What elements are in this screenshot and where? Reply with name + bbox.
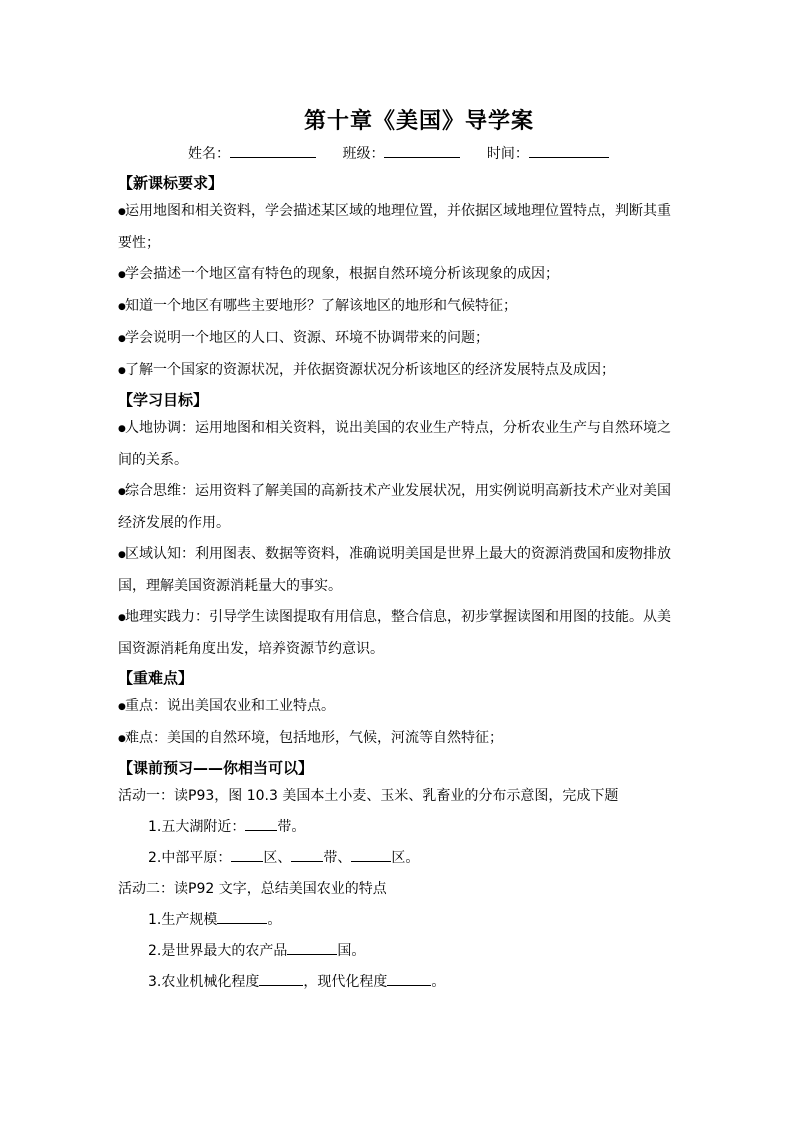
list-item: ●难点：美国的自然环境，包括地形，气候，河流等自然特征； <box>118 723 690 755</box>
list-item: ●学会描述一个地区富有特色的现象，根据自然环境分析该现象的成因； <box>118 259 690 291</box>
bullet-icon: ● <box>118 270 126 280</box>
list-item-continuation: 经济发展的作用。 <box>118 515 230 531</box>
time-blank[interactable] <box>529 143 609 158</box>
answer-blank[interactable] <box>287 941 337 955</box>
answer-blank[interactable] <box>231 848 263 862</box>
bullet-icon: ● <box>118 366 126 376</box>
answer-blank[interactable] <box>387 972 431 986</box>
activity-one-question-2: 2.中部平原： 区、 带、 区。 <box>148 850 420 866</box>
time-label: 时间： <box>486 146 529 162</box>
answer-blank[interactable] <box>351 848 391 862</box>
bullet-icon: ● <box>118 302 126 312</box>
list-item: ●了解一个国家的资源状况，并依据资源状况分析该地区的经济发展特点及成因； <box>118 355 690 387</box>
worksheet-content <box>118 170 690 998</box>
list-item-continuation: 国资源消耗角度出发，培养资源节约意识。 <box>118 641 384 657</box>
list-item: ●知道一个地区有哪些主要地形？了解该地区的地形和气候特征； <box>118 291 690 323</box>
bullet-icon: ● <box>118 613 126 623</box>
list-item: ●重点：说出美国农业和工业特点。 <box>118 691 690 723</box>
list-item: ●综合思维：运用资料了解美国的高新技术产业发展状况，用实例说明高新技术产业对美国 <box>118 476 690 508</box>
class-label: 班级： <box>342 146 385 162</box>
list-item-continuation: 国，理解美国资源消耗量大的事实。 <box>118 578 342 594</box>
bullet-icon: ● <box>118 702 126 712</box>
list-item: ●地理实践力：引导学生读图提取有用信息，整合信息，初步掌握读图和用图的技能。从美 <box>118 602 690 634</box>
section-heading-key-points: 【重难点】 <box>118 669 194 687</box>
list-item: ●区域认知：利用图表、数据等资料，准确说明美国是世界上最大的资源消费国和废物排放 <box>118 539 690 571</box>
list-item: ●学会说明一个地区的人口、资源、环境不协调带来的问题； <box>118 323 690 355</box>
bullet-icon: ● <box>118 207 126 217</box>
list-item-continuation: 要性； <box>118 235 160 251</box>
answer-blank[interactable] <box>245 817 277 831</box>
bullet-icon: ● <box>118 550 126 560</box>
activity-two-title: 活动二：读P92 文字，总结美国农业的特点 <box>118 881 387 897</box>
class-blank[interactable] <box>384 143 460 158</box>
section-heading-preview: 【课前预习——你相当可以】 <box>118 759 314 777</box>
activity-two-question-3: 3.农业机械化程度 ，现代化程度 。 <box>148 974 446 990</box>
bullet-icon: ● <box>118 424 126 434</box>
activity-one-title: 活动一：读P93，图 10.3 美国本土小麦、玉米、乳畜业的分布示意图，完成下题 <box>118 788 619 804</box>
bullet-icon: ● <box>118 334 126 344</box>
activity-two-question-1: 1.生产规模 。 <box>148 912 282 928</box>
student-info-line <box>188 143 631 163</box>
bullet-icon: ● <box>118 487 126 497</box>
bullet-icon: ● <box>118 734 126 744</box>
activity-two-question-2: 2.是世界最大的农产品 国。 <box>148 943 366 959</box>
name-label: 姓名： <box>188 146 230 162</box>
name-blank[interactable] <box>230 143 316 158</box>
section-heading-goals: 【学习目标】 <box>118 391 209 409</box>
section-heading-standards: 【新课标要求】 <box>118 174 224 192</box>
list-item-continuation: 间的关系。 <box>118 452 188 468</box>
list-item: ●运用地图和相关资料，学会描述某区域的地理位置，并依据区域地理位置特点，判断其重 <box>118 196 690 228</box>
activity-one-question-1: 1.五大湖附近： 带。 <box>148 819 306 835</box>
answer-blank[interactable] <box>291 848 323 862</box>
page-title: 第十章《美国》导学案 <box>303 108 534 134</box>
answer-blank[interactable] <box>217 910 267 924</box>
list-item: ●人地协调：运用地图和相关资料，说出美国的农业生产特点，分析农业生产与自然环境之 <box>118 413 690 445</box>
answer-blank[interactable] <box>259 972 303 986</box>
